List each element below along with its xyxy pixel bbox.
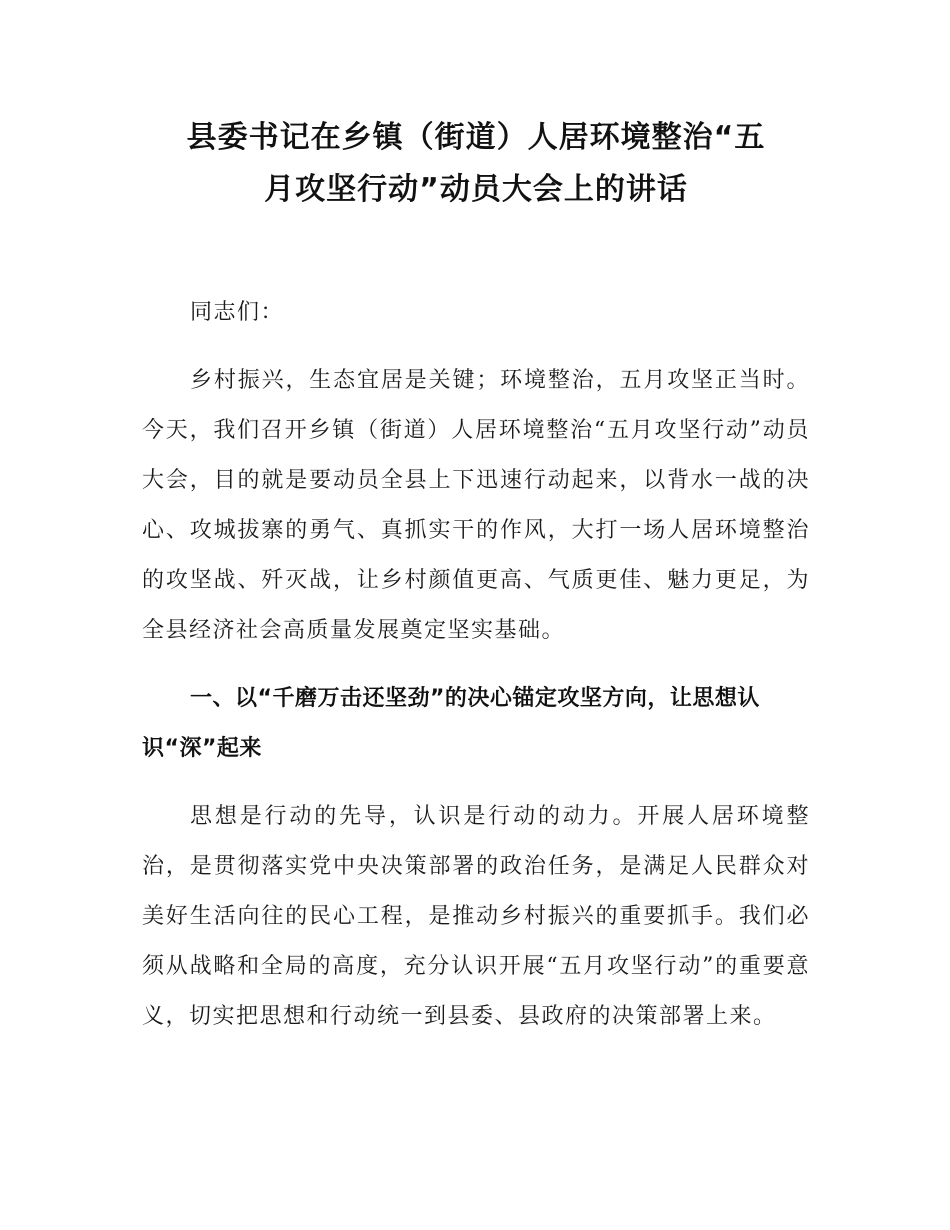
section-1-paragraph: 思想是行动的先导，认识是行动的动力。开展人居环境整治，是贯彻落实党中央决策部署的政治任务，是满足人民群众对美好生活向往的民心工程，是推动乡村振兴的重要抓手。我们必须从战略和全局的高度，充分认识开展“五月攻坚行动”的重要意义，切实把思想和行动统一到县委、县政府的决策部署上来。 (142, 804, 810, 1029)
greeting: 同志们： (190, 300, 285, 325)
title-line-2: 月攻坚行动”动员大会上的讲话 (264, 172, 688, 207)
document-title (142, 112, 810, 216)
document-page (142, 112, 810, 1042)
section-1-heading: 一、以“千磨万击还坚劲”的决心锚定攻坚方向，让思想认识“深”起来 (142, 686, 760, 761)
title-line-1: 县委书记在乡镇（街道）人居环境整治“五 (186, 120, 766, 155)
intro-paragraph: 乡村振兴，生态宜居是关键；环境整治，五月攻坚正当时。今天，我们召开乡镇（街道）人居环境整治“五月攻坚行动”动员大会，目的就是要动员全县上下迅速行动起来，以背水一战的决心、攻城拔寨的勇气、真抓实干的作风，大打一场人居环境整治的攻坚战、歼灭战，让乡村颜值更高、气质更佳、魅力更足，为全县经济社会高质量发展奠定坚实基础。 (142, 368, 810, 643)
